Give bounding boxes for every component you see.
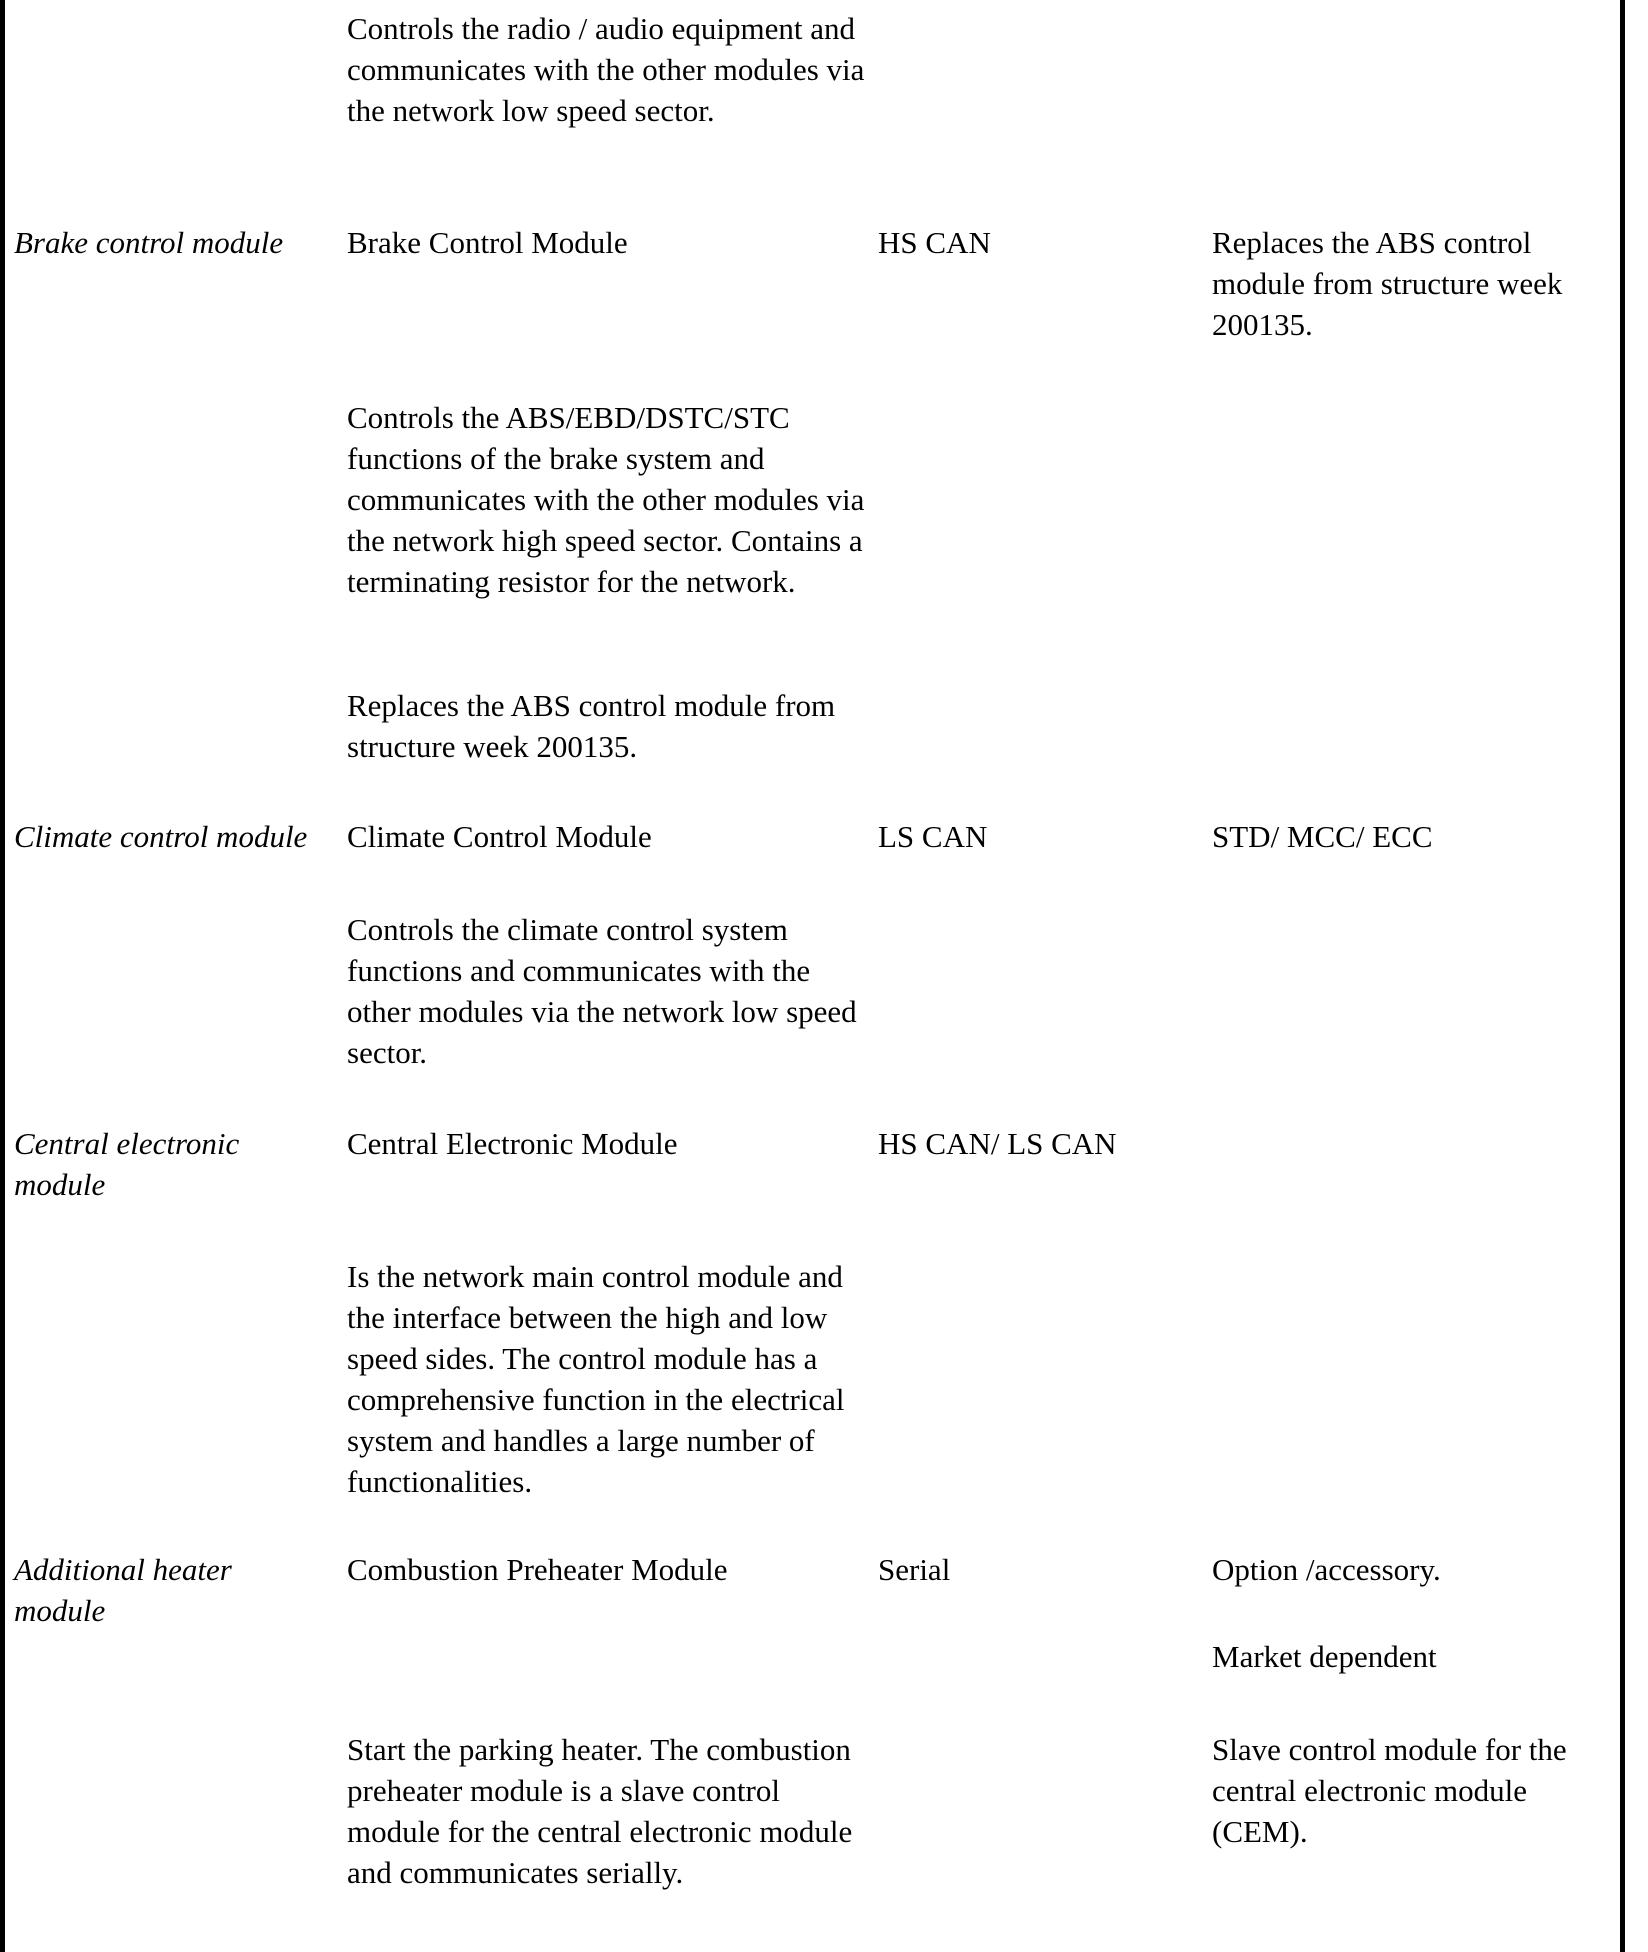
audio-module-description: Controls the radio / audio equipment and communicates with the other modules via the network low speed sector.: [347, 11, 865, 128]
brake-module-description-2: Replaces the ABS control module from structure week 200135.: [347, 688, 836, 764]
climate-module-network: LS CAN: [878, 819, 988, 854]
heater-module-note-option: Option /accessory.: [1212, 1552, 1441, 1587]
heater-module-name: Additional heater module: [14, 1552, 232, 1628]
heater-module-note-slave: Slave control module for the central electronic module (CEM).: [1212, 1732, 1567, 1849]
brake-module-name: Brake control module: [14, 225, 284, 260]
brake-module-note: Replaces the ABS control module from structure week 200135.: [1212, 225, 1563, 342]
climate-module-name: Climate control module: [14, 819, 308, 854]
brake-module-full-name: Brake Control Module: [347, 225, 628, 260]
heater-module-full-name: Combustion Preheater Module: [347, 1552, 728, 1587]
table-border-left: [0, 0, 5, 1952]
climate-module-note: STD/ MCC/ ECC: [1212, 819, 1433, 854]
central-module-full-name: Central Electronic Module: [347, 1126, 678, 1161]
central-module-name: Central electronic module: [14, 1126, 240, 1202]
table-border-right: [1620, 0, 1625, 1952]
heater-module-description: Start the parking heater. The combustion preheater module is a slave control module for the central electronic module and communicates serially.: [347, 1732, 853, 1890]
central-module-description: Is the network main control module and the interface between the high and low speed sides. The control module has a comprehensive function in the electrical system and handles a large number of functionalities.: [347, 1259, 845, 1499]
brake-module-description: Controls the ABS/EBD/DSTC/STC functions of the brake system and communicates with the other modules via the network high speed sector. Contains a terminating resistor for the network.: [347, 400, 865, 599]
climate-module-description: Controls the climate control system functions and communicates with the other modules via the network low speed sector.: [347, 912, 857, 1070]
climate-module-full-name: Climate Control Module: [347, 819, 652, 854]
heater-module-network: Serial: [878, 1552, 951, 1587]
central-module-network: HS CAN/ LS CAN: [878, 1126, 1117, 1161]
brake-module-network: HS CAN: [878, 225, 991, 260]
heater-module-note-market: Market dependent: [1212, 1639, 1437, 1674]
